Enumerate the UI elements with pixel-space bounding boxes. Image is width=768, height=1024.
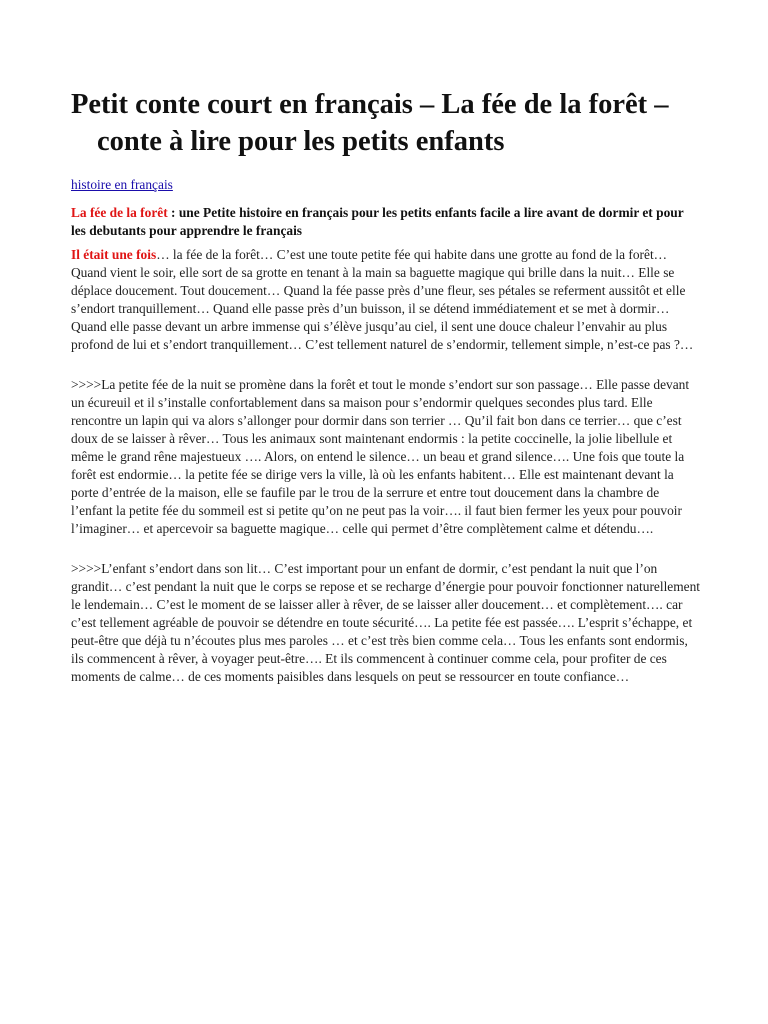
story-paragraph-2: >>>>La petite fée de la nuit se promène dans la forêt et tout le monde s’endort sur son passage… Elle passe devant un écureuil et il s’installe confortablement dans sa maison pour s’endormir quelques secondes plus tard. Elle rencontre un lapin qui va alors s’allonger pour dormir dans son terrier … Qu’il fait bon dans ce terrier… que c’est doux de se laisser à rêver… Tous les animaux sont maintenant endormis : la petite coccinelle, la jolie libellule et même le grand rêne majestueux …. Alors, on entend le silence… un beau et grand silence…. Une fois que toute la forêt est endormie… la petite fée se dirige vers la ville, là où les enfants habitent… Elle est maintenant devant la porte d’entrée de la maison, elle se faufile par le trou de la serrure et entre tout doucement dans la chambre de l’enfant la petite fée du sommeil est si petite qu’on ne peut pas la voir…. il faut bien fermer les yeux pour pouvoir l’imaginer… et apercevoir sa baguette magique… celle qui permet d’être complètement calme et détendu….	[71, 377, 690, 536]
intro-highlight: La fée de la forêt	[71, 205, 168, 220]
intro-paragraph	[71, 204, 701, 240]
story-lead: Il était une fois	[71, 247, 157, 262]
page-title: Petit conte court en français – La fée de la forêt – conte à lire pour les petits enfants	[71, 89, 669, 157]
story-paragraph-1-text: … la fée de la forêt… C’est une toute petite fée qui habite dans une grotte au fond de la forêt… Quand vient le soir, elle sort de sa grotte en tenant à la main sa baguette magique qui brille dans la nuit… Elle se déplace doucement. Tout doucement… Quand la fée passe près d’une fleur, ses pétales se referment aussitôt et elle s’endort tranquillement… Quand elle passe près d’un buisson, il se détend immédiatement et se met à dormir… Quand elle passe devant un arbre immense qui s’élève jusqu’au ciel, il sent une douce chaleur l’envahir au plus profond de lui et s’endort tranquillement… C’est tellement naturel de s’endormir, tellement simple, n’est-ce pas ?…	[71, 247, 694, 352]
story-paragraph-3: >>>>L’enfant s’endort dans son lit… C’est important pour un enfant de dormir, c’est pendant la nuit que l’on grandit… c’est pendant la nuit que le corps se repose et se recharge d’énergie pour pouvoir fonctionner naturellement le lendemain… C’est le moment de se laisser aller à rêver, de se laisser aller doucement… et complètement…. car c’est tellement agréable de pouvoir se détendre en toute sécurité…. La petite fée est passée…. L’esprit s’échappe, et peut-être que déjà tu n’écoutes plus mes paroles … et c’est très bien comme cela… Tous les enfants sont endormis, ils commencent à rêver, à voyager peut-être…. Et ils commencent à continuer comme cela, pour profiter de ces moments de calme… de ces moments paisibles dans lesquels on peut se ressourcer en toute confiance…	[71, 561, 701, 684]
document-page	[71, 86, 701, 686]
category-row	[71, 176, 701, 194]
category-link[interactable]: histoire en français	[71, 177, 173, 192]
intro-text: : une Petite histoire en français pour les petits enfants facile a lire avant de dormir et pour les debutants pour apprendre le français	[71, 205, 684, 238]
story-paragraph-1	[71, 246, 701, 354]
